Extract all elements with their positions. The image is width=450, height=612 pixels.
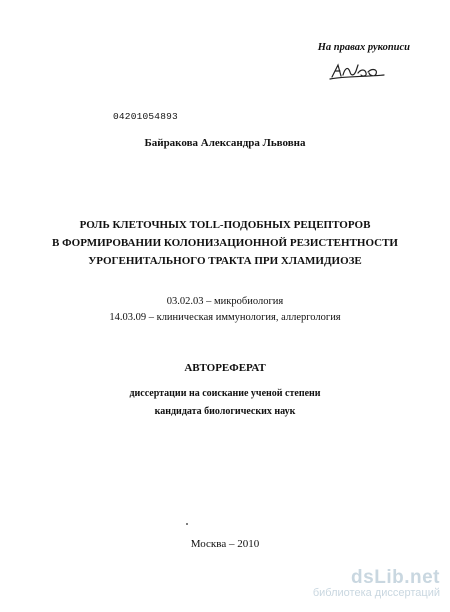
specialty-list [0, 294, 450, 326]
title-line: В ФОРМИРОВАНИИ КОЛОНИЗАЦИОННОЙ РЕЗИСТЕНТНОСТИ [51, 237, 398, 249]
watermark-logo: dsLib.net [351, 567, 440, 588]
author-name: Байракова Александра Львовна [144, 137, 306, 149]
degree-statement [0, 385, 450, 421]
degree-line: диссертации на соискание ученой степени [129, 388, 321, 399]
abstract-label: АВТОРЕФЕРАТ [184, 362, 266, 374]
city-year: Москва – 2010 [190, 538, 260, 550]
watermark-subtitle: библиотека диссертаций [312, 587, 440, 599]
watermark [260, 567, 440, 599]
title-line: УРОГЕНИТАЛЬНОГО ТРАКТА ПРИ ХЛАМИДИОЗЕ [88, 255, 362, 267]
dissertation-title [20, 216, 430, 270]
handwritten-signature [328, 60, 388, 82]
title-line: РОЛЬ КЛЕТОЧНЫХ TOLL-ПОДОБНЫХ РЕЦЕПТОРОВ [79, 219, 371, 231]
rights-notice: На правах рукописи [317, 42, 410, 53]
degree-line: кандидата биологических наук [154, 406, 296, 417]
scan-speck [186, 523, 188, 525]
document-code: 04201054893 [113, 111, 178, 122]
specialty-item: 14.03.09 – клиническая иммунология, аллергология [109, 312, 341, 323]
specialty-item: 03.02.03 – микробиология [166, 296, 284, 307]
